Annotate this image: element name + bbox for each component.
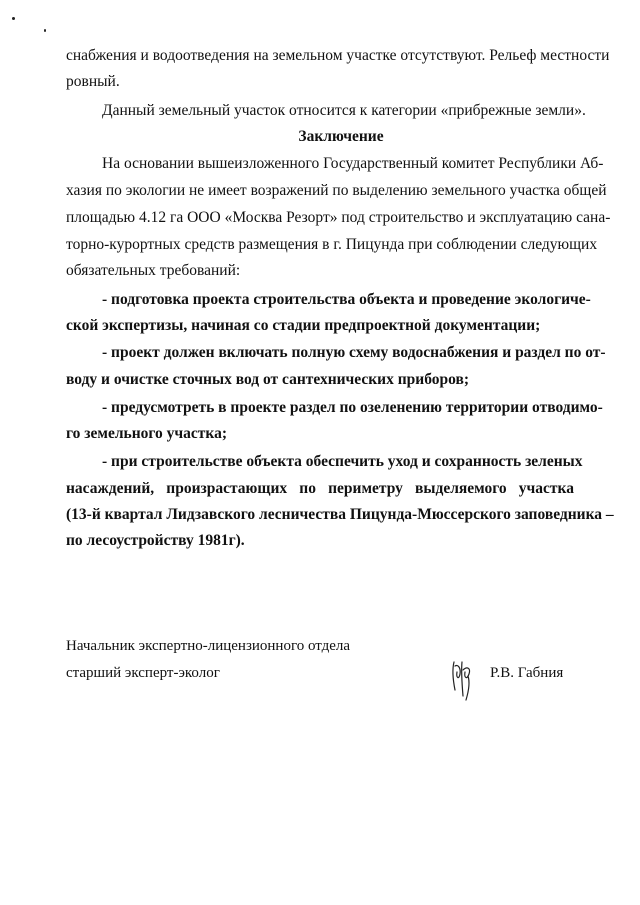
paragraph-category: Данный земельный участок относится к категории «прибрежные земли». (102, 102, 586, 119)
handwritten-signature (448, 656, 478, 704)
conclusion-line: На основании вышеизложенного Государственный комитет Республики Аб- (102, 155, 604, 172)
requirement-line: по лесоустройству 1981г). (66, 532, 245, 549)
requirement-line: (13-й квартал Лидзавского лесничества Пицунда-Мюссерского заповедника – (66, 506, 614, 523)
conclusion-line: обязательных требований: (66, 262, 241, 279)
requirement-line: - предусмотреть в проекте раздел по озеленению территории отводимо- (102, 399, 603, 416)
requirement-line: ской экспертизы, начиная со стадии предпроектной документации; (66, 317, 541, 334)
scan-speck (44, 29, 46, 32)
requirement-line: - подготовка проекта строительства объекта и проведение экологиче- (102, 291, 591, 308)
requirement-line: - проект должен включать полную схему водоснабжения и раздел по от- (102, 344, 606, 361)
conclusion-line: торно-курортных средств размещения в г. Пицунда при соблюдении следующих (66, 236, 598, 253)
requirement-line: воду и очистке сточных вод от сантехнических приборов; (66, 371, 470, 388)
signatory-name: Р.В. Габния (490, 665, 564, 681)
signatory-title: Начальник экспертно-лицензионного отдела (66, 638, 351, 654)
section-heading: Заключение (298, 128, 384, 145)
requirement-line: го земельного участка; (66, 425, 228, 442)
paragraph-intro-line: ровный. (66, 73, 120, 90)
requirement-line: - при строительстве объекта обеспечить уход и сохранность зеленых (102, 453, 583, 470)
requirement-line: насаждений, произрастающих по периметру выделяемого участка (66, 480, 574, 497)
conclusion-line: площадью 4.12 га ООО «Москва Резорт» под строительство и эксплуатацию сана- (66, 209, 611, 226)
conclusion-line: хазия по экологии не имеет возражений по выделению земельного участка общей (66, 182, 607, 199)
paragraph-intro-line: снабжения и водоотведения на земельном участке отсутствуют. Рельеф местности (66, 47, 610, 64)
scan-speck (12, 17, 15, 20)
signatory-title: старший эксперт-эколог (66, 665, 220, 681)
